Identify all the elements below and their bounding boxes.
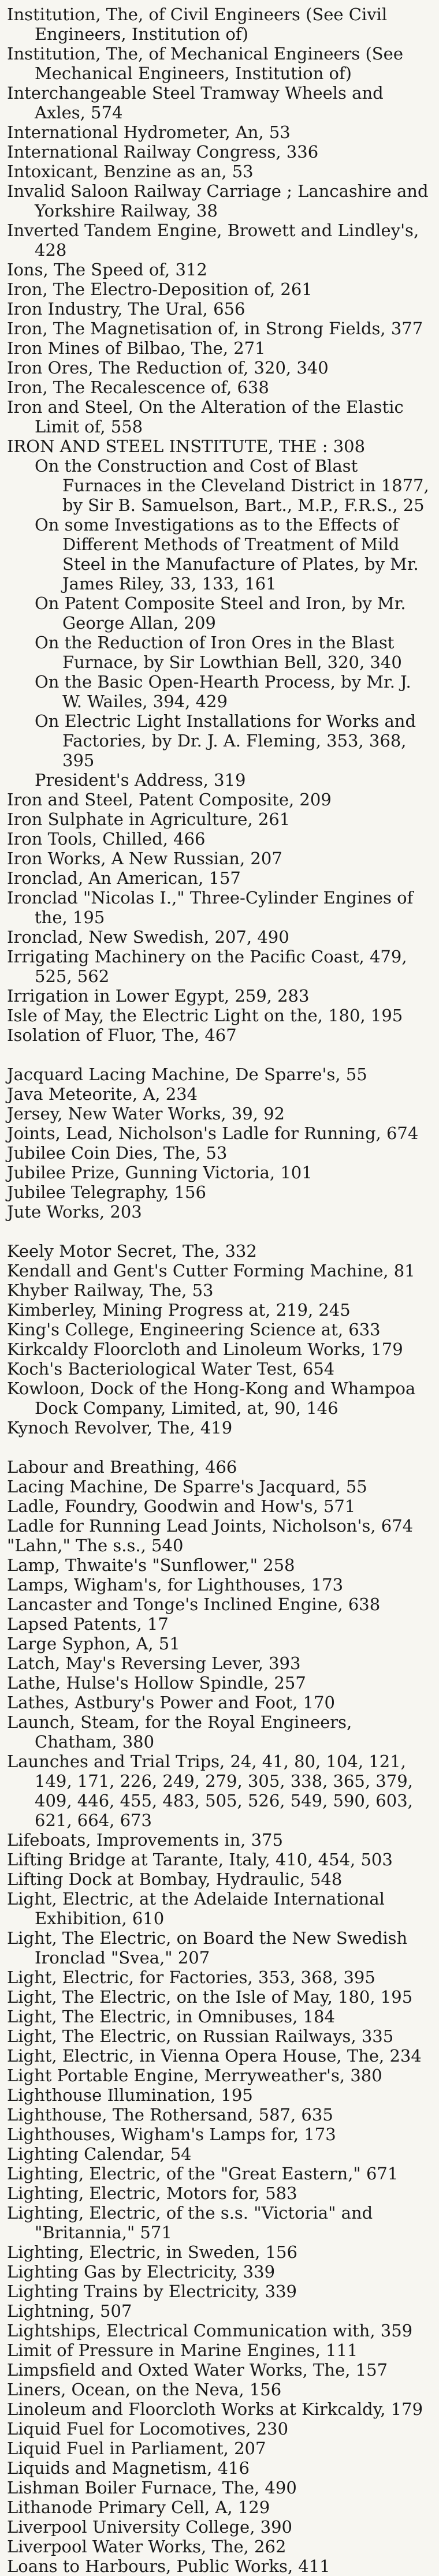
index-entry: Koch's Bacteriological Water Test, 654 xyxy=(7,1359,335,1379)
index-entry: International Hydrometer, An, 53 xyxy=(7,122,291,142)
index-entry: Jubilee Prize, Gunning Victoria, 101 xyxy=(7,1163,312,1182)
index-entry: Launch, Steam, for the Royal Engineers, Chatham, 380 xyxy=(7,1712,352,1752)
index-entry: Liquid Fuel for Locomotives, 230 xyxy=(7,2419,289,2439)
index-entry: Light, Electric, in Vienna Opera House, The, 234 xyxy=(7,2046,422,2066)
index-entry: Large Syphon, A, 51 xyxy=(7,1634,180,1653)
index-entry: Liverpool Water Works, The, 262 xyxy=(7,2537,287,2556)
index-entry: Invalid Saloon Railway Carriage ; Lancashire and Yorkshire Railway, 38 xyxy=(7,181,429,221)
index-entry: Lighting, Electric, of the "Great Eastern," 671 xyxy=(7,2164,399,2183)
index-entry: Lighthouse, The Rothersand, 587, 635 xyxy=(7,2105,333,2125)
index-entry: Lithanode Primary Cell, A, 129 xyxy=(7,2497,270,2517)
index-entry: Ironclad "Nicolas I.," Three-Cylinder Engines of the, 195 xyxy=(7,888,414,927)
index-entry: King's College, Engineering Science at, 633 xyxy=(7,1320,381,1339)
index-entry: Lighting, Electric, of the s.s. "Victoria" and "Britannia," 571 xyxy=(7,2203,373,2242)
index-entry: Jersey, New Water Works, 39, 92 xyxy=(7,1104,285,1123)
index-entry: Kynoch Revolver, The, 419 xyxy=(7,1418,233,1438)
index-entry: Lapsed Patents, 17 xyxy=(7,1614,169,1634)
index-entry: Liquid Fuel in Parliament, 207 xyxy=(7,2439,266,2458)
index-entry: Irrigation in Lower Egypt, 259, 283 xyxy=(7,986,310,1006)
index-entry: Light, The Electric, on the Isle of May, 180, 195 xyxy=(7,1987,413,2007)
index-subentry: On Patent Composite Steel and Iron, by Mr. George Allan, 209 xyxy=(35,593,406,633)
index-entry: Limpsfield and Oxted Water Works, The, 157 xyxy=(7,2360,388,2380)
index-entry: Institution, The, of Civil Engineers (See Civil Engineers, Institution of) xyxy=(7,5,388,44)
index-subentry: President's Address, 319 xyxy=(35,770,246,790)
index-entry: Lacing Machine, De Sparre's Jacquard, 55 xyxy=(7,1477,367,1496)
index-entry: Light Portable Engine, Merryweather's, 380 xyxy=(7,2066,382,2085)
index-subentry: On the Basic Open-Hearth Process, by Mr. J. W. Wailes, 394, 429 xyxy=(35,672,411,711)
index-entry: Interchangeable Steel Tramway Wheels and Axles, 574 xyxy=(7,83,384,122)
index-entry: Light, The Electric, in Omnibuses, 184 xyxy=(7,2007,335,2026)
index-entry: Jubilee Coin Dies, The, 53 xyxy=(7,1143,228,1163)
index-entry: Isle of May, the Electric Light on the, 180, 195 xyxy=(7,1006,403,1025)
index-entry: Light, The Electric, on Board the New Swedish Ironclad "Svea," 207 xyxy=(7,1928,408,1968)
index-entry: IRON AND STEEL INSTITUTE, THE : 308 xyxy=(7,436,366,456)
index-entry: Jubilee Telegraphy, 156 xyxy=(7,1182,206,1202)
index-entry: Joints, Lead, Nicholson's Ladle for Running, 674 xyxy=(7,1123,419,1143)
index-entry: Lamp, Thwaite's "Sunflower," 258 xyxy=(7,1555,295,1575)
index-entry: Loans to Harbours, Public Works, 411 xyxy=(7,2556,330,2576)
index-subentry: On Electric Light Installations for Works and Factories, by Dr. J. A. Fleming, 353, 368, 395 xyxy=(35,711,416,770)
section-gap xyxy=(7,1438,433,1457)
index-entry: Java Meteorite, A, 234 xyxy=(7,1084,198,1104)
index-entry: Lighthouses, Wigham's Lamps for, 173 xyxy=(7,2125,336,2144)
index-entry: Labour and Breathing, 466 xyxy=(7,1457,237,1477)
index-entry: Light, Electric, at the Adelaide International Exhibition, 610 xyxy=(7,1889,385,1928)
index-entry: Ladle for Running Lead Joints, Nicholson's, 674 xyxy=(7,1516,414,1536)
index-entry: Keely Motor Secret, The, 332 xyxy=(7,1241,257,1261)
section-gap xyxy=(7,1222,433,1241)
index-entry: International Railway Congress, 336 xyxy=(7,142,319,162)
index-entry: Lighting Calendar, 54 xyxy=(7,2144,192,2164)
index-entry: Iron, The Electro-Deposition of, 261 xyxy=(7,279,312,299)
index-entry: Isolation of Fluor, The, 467 xyxy=(7,1025,237,1045)
index-entry: Lighting, Electric, in Sweden, 156 xyxy=(7,2242,297,2262)
index-entry: Limit of Pressure in Marine Engines, 111 xyxy=(7,2340,358,2360)
index-entry: Liverpool University College, 390 xyxy=(7,2517,293,2537)
index-entry: Iron Sulphate in Agriculture, 261 xyxy=(7,809,291,829)
index-entry: Light, The Electric, on Russian Railways, 335 xyxy=(7,2026,394,2046)
index-subentry: On the Construction and Cost of Blast Furnaces in the Cleveland District in 1877, by Sir B. Samuelson, Bart., M.P., F.R.S., 25 xyxy=(35,456,429,515)
index-entry: Latch, May's Reversing Lever, 393 xyxy=(7,1653,301,1673)
index-entry: Liquids and Magnetism, 416 xyxy=(7,2458,250,2478)
index-entry: Lishman Boiler Furnace, The, 490 xyxy=(7,2478,297,2497)
index-entry: Iron, The Recalescence of, 638 xyxy=(7,378,269,397)
index-entry: Ladle, Foundry, Goodwin and How's, 571 xyxy=(7,1496,356,1516)
index-entry: Iron Mines of Bilbao, The, 271 xyxy=(7,338,266,358)
index-entry: Ironclad, An American, 157 xyxy=(7,868,241,888)
index-entry: Lightning, 507 xyxy=(7,2301,132,2321)
index-entry: Lifting Bridge at Tarante, Italy, 410, 454, 503 xyxy=(7,1850,393,1869)
index-entry: Lighting, Electric, Motors for, 583 xyxy=(7,2183,297,2203)
index-entry: Lighthouse Illumination, 195 xyxy=(7,2085,253,2105)
index-entry: Irrigating Machinery on the Pacific Coast, 479, 525, 562 xyxy=(7,947,407,986)
index-subentry: On some Investigations as to the Effects of Different Methods of Treatment of Mild Steel in the Manufacture of Plates, by Mr. James Riley, 33, 133, 161 xyxy=(35,515,419,593)
index-entry: Lamps, Wigham's, for Lighthouses, 173 xyxy=(7,1575,344,1595)
index-entry: Kimberley, Mining Progress at, 219, 245 xyxy=(7,1300,351,1320)
index-entry: Ions, The Speed of, 312 xyxy=(7,260,207,279)
index-entry: Iron Industry, The Ural, 656 xyxy=(7,299,245,319)
index-entry: Lighting Gas by Electricity, 339 xyxy=(7,2262,276,2282)
index-entry: Ironclad, New Swedish, 207, 490 xyxy=(7,927,289,947)
section-gap xyxy=(7,1045,433,1065)
index-entry: Lathe, Hulse's Hollow Spindle, 257 xyxy=(7,1673,306,1693)
index-entry: Lighting Trains by Electricity, 339 xyxy=(7,2282,297,2301)
index-entry: Iron Ores, The Reduction of, 320, 340 xyxy=(7,358,329,378)
index-entry: Linoleum and Floorcloth Works at Kirkcaldy, 179 xyxy=(7,2399,423,2419)
index-entry: Iron Works, A New Russian, 207 xyxy=(7,849,282,868)
index-entry: Jacquard Lacing Machine, De Sparre's, 55 xyxy=(7,1065,367,1084)
index-subentry: On the Reduction of Iron Ores in the Blast Furnace, by Sir Lowthian Bell, 320, 340 xyxy=(35,633,402,672)
index-entry: Iron and Steel, Patent Composite, 209 xyxy=(7,790,332,809)
index-entry: Khyber Railway, The, 53 xyxy=(7,1280,214,1300)
index-entry: Jute Works, 203 xyxy=(7,1202,142,1222)
index-entry: Kirkcaldy Floorcloth and Linoleum Works, 179 xyxy=(7,1339,403,1359)
index-entry: Iron, The Magnetisation of, in Strong Fields, 377 xyxy=(7,319,423,338)
index-entry: Inverted Tandem Engine, Browett and Lindley's, 428 xyxy=(7,221,419,260)
index-entry: Lancaster and Tonge's Inclined Engine, 638 xyxy=(7,1595,381,1614)
index-entry: Institution, The, of Mechanical Engineers (See Mechanical Engineers, Institution of) xyxy=(7,44,404,83)
index-entry: Kendall and Gent's Cutter Forming Machine, 81 xyxy=(7,1261,415,1280)
index-entry: Lifting Dock at Bombay, Hydraulic, 548 xyxy=(7,1869,343,1889)
index-entry: Intoxicant, Benzine as an, 53 xyxy=(7,162,254,181)
index-entry: Lathes, Astbury's Power and Foot, 170 xyxy=(7,1693,335,1712)
index-entry: Iron and Steel, On the Alteration of the Elastic Limit of, 558 xyxy=(7,397,404,436)
index-entry: Lightships, Electrical Communication with, 359 xyxy=(7,2321,413,2340)
index-entry: Lifeboats, Improvements in, 375 xyxy=(7,1830,283,1850)
index-entry: Liners, Ocean, on the Neva, 156 xyxy=(7,2380,282,2399)
index-entry: Iron Tools, Chilled, 466 xyxy=(7,829,206,849)
index-entry: Light, Electric, for Factories, 353, 368, 395 xyxy=(7,1968,375,1987)
index-entry: Kowloon, Dock of the Hong-Kong and Whampoa Dock Company, Limited, at, 90, 146 xyxy=(7,1379,416,1418)
index-entry: "Lahn," The s.s., 540 xyxy=(7,1536,184,1555)
index-entry: Launches and Trial Trips, 24, 41, 80, 104, 121, 149, 171, 226, 249, 279, 305, 338, 365, 379, 409, 446, 455, 483, 505, 526, 549, 590, 603, 621, 664, 673 xyxy=(7,1752,413,1830)
